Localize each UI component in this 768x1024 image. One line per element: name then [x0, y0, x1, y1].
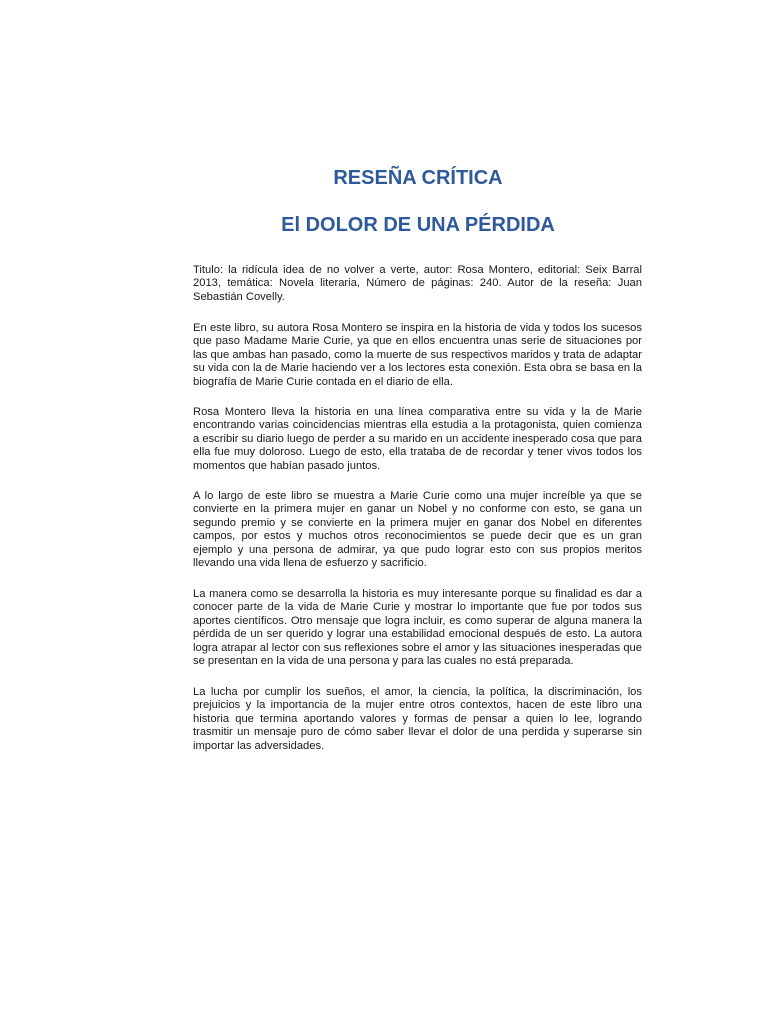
paragraph: La lucha por cumplir los sueños, el amor, la ciencia, la política, la discriminación, los prejuicios y la importancia de la mujer entre otros contextos, hacen de este libro una historia que termina aportando valores y formas de pensar a quien lo lee, logrando trasmitir un mensaje puro de cómo saber llevar el dolor de una perdida y superarse sin importar las adversidades. — [193, 686, 642, 752]
page-subtitle: El DOLOR DE UNA PÉRDIDA — [281, 214, 555, 236]
page-title: RESEÑA CRÍTICA — [333, 167, 503, 189]
paragraph: En este libro, su autora Rosa Montero se inspira en la historia de vida y todos los sucesos que paso Madame Marie Curie, ya que en ellos encuentra unas serie de situaciones por las que ambas han pasado, como la muerte de sus respectivos maridos y trata de adaptar su vida con la de Marie haciendo ver a los lectores esta conexión. Esta obra se basa en la biografía de Marie Curie contada en el diario de ella. — [193, 322, 642, 388]
book-info-paragraph: Titulo: la ridícula idea de no volver a verte, autor: Rosa Montero, editorial: Seix Barral 2013, temática: Novela literaria, Número de páginas: 240. Autor de la reseña: Juan Sebastián Covelly. — [193, 264, 642, 303]
paragraph: La manera como se desarrolla la historia es muy interesante porque su finalidad es dar a conocer parte de la vida de Marie Curie y mostrar lo importante que fue por todos sus aportes científicos. Otro mensaje que logra incluir, es como superar de alguna manera la pérdida de un ser querido y lograr una estabilidad emocional después de esto. La autora logra atrapar al lector con sus reflexiones sobre el amor y las situaciones inesperadas que se presentan en la vida de una persona y para las cuales no está preparada. — [193, 588, 642, 668]
paragraph: A lo largo de este libro se muestra a Marie Curie como una mujer increíble ya que se convierte en la primera mujer en ganar un Nobel y no conforme con esto, se gana un segundo premio y se convierte en la primera mujer en ganar dos Nobel en diferentes campos, por estos y muchos otros reconocimientos se puede decir que es un gran ejemplo y una persona de admirar, ya que pudo lograr esto con sus propios meritos llevando una vida llena de esfuerzo y sacrificio. — [193, 490, 642, 570]
paragraph: Rosa Montero lleva la historia en una línea comparativa entre su vida y la de Marie encontrando varias coincidencias mientras ella estudia a la protagonista, quien comienza a escribir su diario luego de perder a su marido en un accidente inesperado cosa que para ella fue muy doloroso. Luego de esto, ella trataba de de recordar y tener vivos todos los momentos que habían pasado juntos. — [193, 406, 642, 472]
